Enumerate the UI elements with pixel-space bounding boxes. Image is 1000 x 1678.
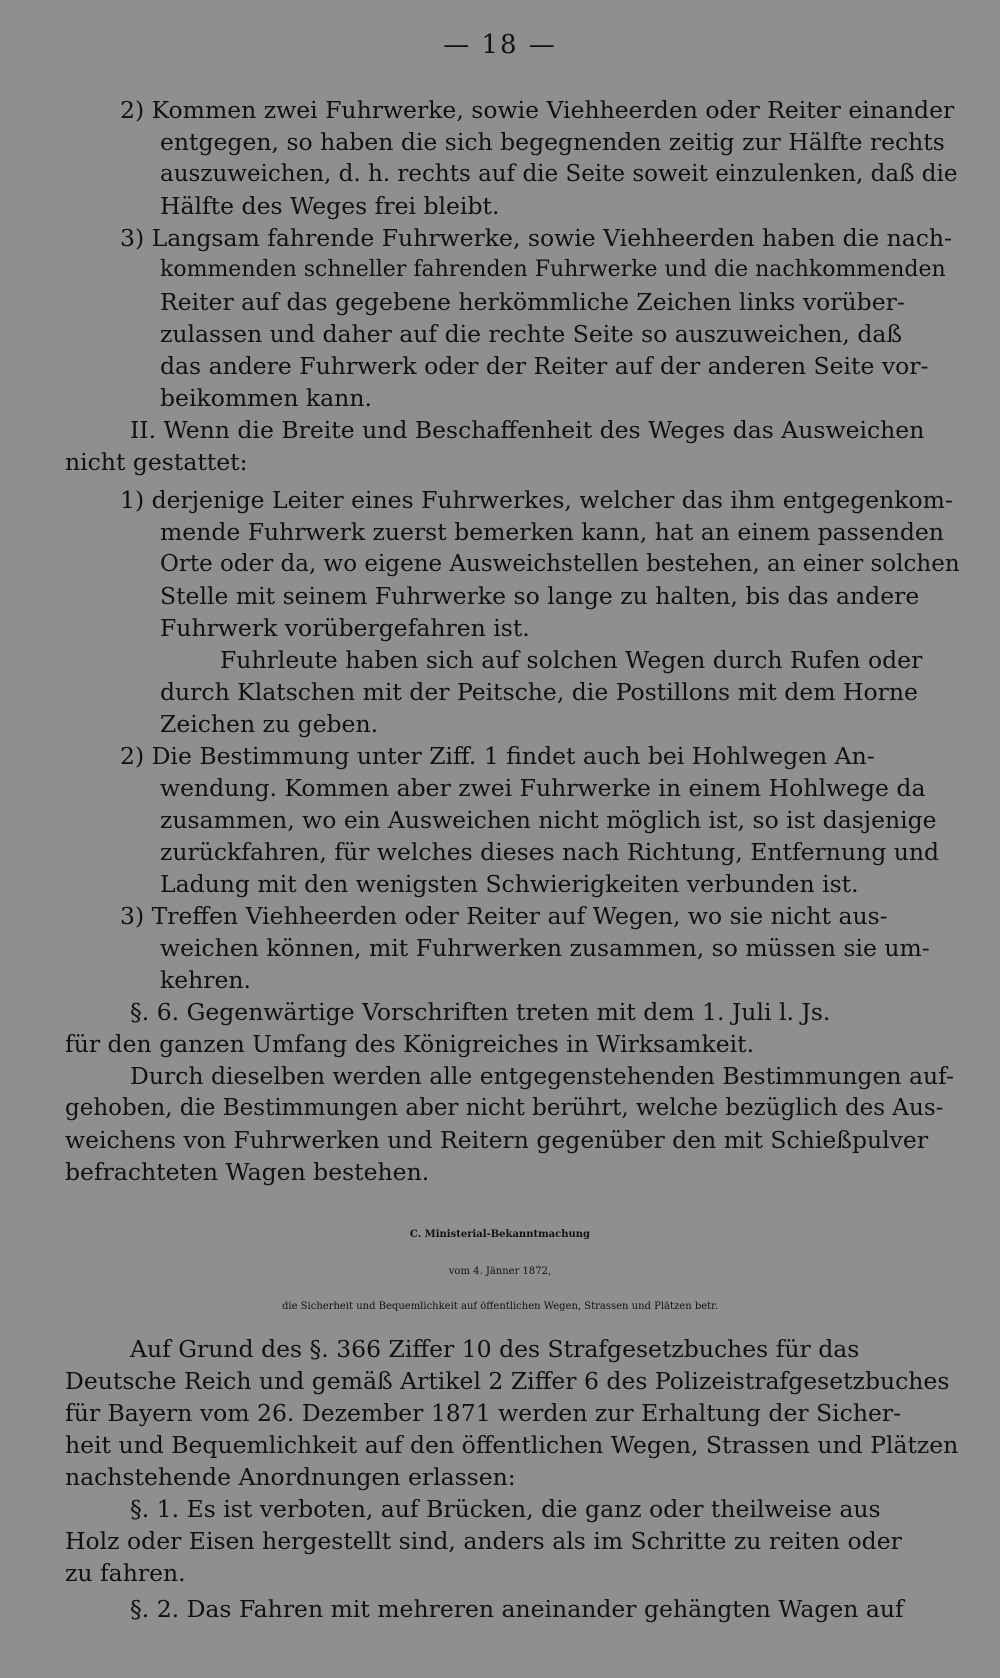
section-date: vom 4. Jänner 1872,	[448, 1266, 552, 1277]
text-line: auszuweichen, d. h. rechts auf die Seite soweit einzulenken, daß die	[160, 161, 958, 187]
text-line: Reiter auf das gegebene herkömmliche Zeichen links vorüber-	[160, 288, 905, 316]
text-line: §. 1. Es ist verboten, auf Brücken, die ganz oder theilweise aus	[130, 1495, 881, 1523]
text-line: zurückfahren, für welches dieses nach Richtung, Entfernung und	[160, 838, 940, 866]
text-line: Ladung mit den wenigsten Schwierigkeiten verbunden ist.	[160, 870, 859, 898]
text-line: Holz oder Eisen hergestellt sind, anders als im Schritte zu reiten oder	[65, 1527, 902, 1555]
text-line: Zeichen zu geben.	[160, 710, 379, 738]
text-line: wendung. Kommen aber zwei Fuhrwerke in einem Hohlwege da	[160, 774, 926, 802]
section-subject: die Sicherheit und Bequemlichkeit auf öffentlichen Wegen, Strassen und Plätzen betr.	[281, 1301, 719, 1312]
text-line: 3) Langsam fahrende Fuhrwerke, sowie Viehheerden haben die nach-	[120, 224, 952, 252]
text-line: gehoben, die Bestimmungen aber nicht berührt, welche bezüglich des Aus-	[65, 1095, 944, 1121]
text-line: 2) Kommen zwei Fuhrwerke, sowie Viehheerden oder Reiter einander	[120, 96, 955, 124]
text-line: Hälfte des Weges frei bleibt.	[160, 192, 500, 220]
page-number: — 18 —	[443, 30, 557, 60]
section-heading: C. Ministerial-Bekanntmachung	[409, 1229, 591, 1240]
text-line: weichens von Fuhrwerken und Reitern gegenüber den mit Schießpulver	[65, 1126, 929, 1154]
text-line: Deutsche Reich und gemäß Artikel 2 Ziffer 6 des Polizeistrafgesetzbuches	[65, 1367, 950, 1395]
text-line: zulassen und daher auf die rechte Seite so auszuweichen, daß	[160, 320, 903, 348]
text-line: mende Fuhrwerk zuerst bemerken kann, hat an einem passenden	[160, 518, 944, 546]
text-line: für Bayern vom 26. Dezember 1871 werden zur Erhaltung der Sicher-	[65, 1399, 902, 1427]
text-line: nicht gestattet:	[65, 448, 248, 476]
text-line: 1) derjenige Leiter eines Fuhrwerkes, welcher das ihm entgegenkom-	[120, 486, 953, 514]
text-line: das andere Fuhrwerk oder der Reiter auf der anderen Seite vor-	[160, 352, 929, 380]
text-line: Stelle mit seinem Fuhrwerke so lange zu halten, bis das andere	[160, 582, 920, 610]
text-line: §. 6. Gegenwärtige Vorschriften treten mit dem 1. Juli l. Js.	[130, 998, 831, 1026]
text-line: für den ganzen Umfang des Königreiches in Wirksamkeit.	[65, 1030, 755, 1058]
text-line: heit und Bequemlichkeit auf den öffentlichen Wegen, Strassen und Plätzen	[65, 1431, 959, 1459]
text-line: Fuhrwerk vorübergefahren ist.	[160, 614, 530, 642]
text-line: zu fahren.	[65, 1559, 186, 1587]
text-line: Fuhrleute haben sich auf solchen Wegen durch Rufen oder	[220, 646, 923, 674]
text-line: nachstehende Anordnungen erlassen:	[65, 1463, 516, 1491]
text-line: kehren.	[160, 966, 252, 994]
text-line: II. Wenn die Breite und Beschaffenheit des Weges das Ausweichen	[130, 416, 925, 444]
text-line: §. 2. Das Fahren mit mehreren aneinander gehängten Wagen auf	[130, 1595, 904, 1623]
text-line: entgegen, so haben die sich begegnenden zeitig zur Hälfte rechts	[160, 128, 945, 156]
text-line: beikommen kann.	[160, 384, 372, 412]
text-line: 3) Treffen Viehheerden oder Reiter auf Wegen, wo sie nicht aus-	[120, 902, 888, 930]
text-line: Durch dieselben werden alle entgegenstehenden Bestimmungen auf-	[130, 1062, 954, 1090]
text-line: weichen können, mit Fuhrwerken zusammen, so müssen sie um-	[160, 934, 930, 962]
text-line: Auf Grund des §. 366 Ziffer 10 des Strafgesetzbuches für das	[130, 1335, 860, 1363]
text-line: befrachteten Wagen bestehen.	[65, 1158, 430, 1186]
text-line: Orte oder da, wo eigene Ausweichstellen bestehen, an einer solchen	[160, 551, 960, 577]
text-line: 2) Die Bestimmung unter Ziff. 1 findet auch bei Hohlwegen An-	[120, 742, 875, 770]
text-line: kommenden schneller fahrenden Fuhrwerke und die nachkommenden	[160, 257, 946, 282]
text-line: zusammen, wo ein Ausweichen nicht möglich ist, so ist dasjenige	[160, 806, 937, 834]
text-line: durch Klatschen mit der Peitsche, die Postillons mit dem Horne	[160, 678, 918, 706]
